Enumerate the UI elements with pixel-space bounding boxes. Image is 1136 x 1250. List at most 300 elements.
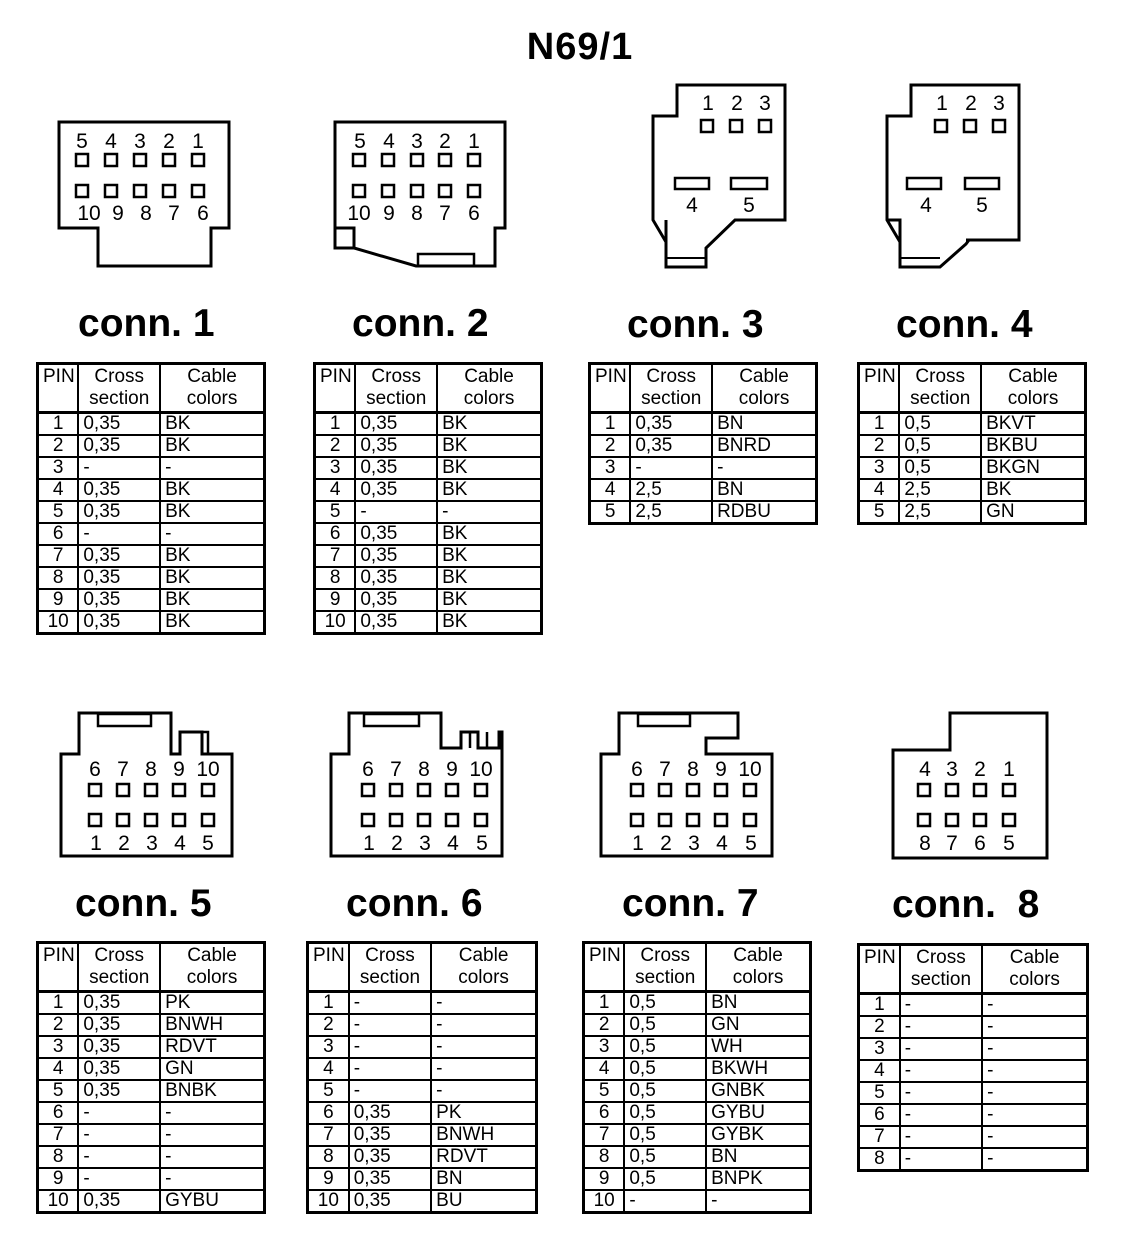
pin-cell: 5 xyxy=(590,501,631,524)
cross-section-cell: - xyxy=(78,457,160,479)
svg-text:10: 10 xyxy=(196,758,220,781)
svg-text:1: 1 xyxy=(1003,758,1015,781)
cable-color-cell: - xyxy=(982,1126,1087,1148)
svg-text:4: 4 xyxy=(919,758,931,781)
cable-color-cell: - xyxy=(982,1038,1087,1060)
table-row xyxy=(859,1082,1088,1104)
table-header-row xyxy=(308,943,537,992)
cable-color-cell: BKWH xyxy=(706,1058,810,1080)
svg-text:9: 9 xyxy=(112,202,124,225)
col-header-cross-section: Cross section xyxy=(899,364,981,413)
conn6-label: conn. 6 xyxy=(346,882,483,925)
table-row xyxy=(590,501,817,524)
cable-color-cell: PK xyxy=(160,992,264,1015)
cross-section-cell: - xyxy=(78,1102,160,1124)
pin-cell: 4 xyxy=(38,479,79,501)
cable-color-cell: BK xyxy=(437,611,541,634)
svg-text:6: 6 xyxy=(362,758,374,781)
cable-color-cell: GYBU xyxy=(706,1102,810,1124)
conn7-pin-holes xyxy=(631,784,756,826)
cross-section-cell: 0,35 xyxy=(78,501,160,523)
svg-text:5: 5 xyxy=(745,832,757,855)
table-row xyxy=(584,1124,811,1146)
pin-cell: 3 xyxy=(584,1036,625,1058)
conn8-pin-labels-top xyxy=(919,758,1015,781)
cross-section-cell: 0,35 xyxy=(355,435,437,457)
table-row xyxy=(38,1102,265,1124)
table-row xyxy=(315,611,542,634)
table-row xyxy=(315,435,542,457)
cable-color-cell: BKVT xyxy=(981,413,1085,436)
svg-text:8: 8 xyxy=(411,202,423,225)
cable-color-cell: - xyxy=(431,1036,536,1058)
svg-text:8: 8 xyxy=(140,202,152,225)
pin-cell: 7 xyxy=(859,1126,900,1148)
svg-text:5: 5 xyxy=(354,130,366,153)
conn4-pin-holes xyxy=(907,120,1005,189)
cross-section-cell: - xyxy=(624,1190,706,1213)
svg-text:4: 4 xyxy=(447,832,459,855)
table-row xyxy=(590,457,817,479)
cable-color-cell: RDBU xyxy=(712,501,816,524)
pin-cell: 5 xyxy=(859,1082,900,1104)
conn6-pin-holes xyxy=(362,784,487,826)
svg-text:5: 5 xyxy=(476,832,488,855)
conn3-housing-drawing xyxy=(650,82,800,272)
col-header-cable-colors: Cable colors xyxy=(706,943,810,992)
conn1-pin-labels-top xyxy=(76,130,204,153)
pin-cell: 3 xyxy=(859,457,900,479)
table-row xyxy=(308,992,537,1015)
cable-color-cell: - xyxy=(982,1060,1087,1082)
pin-cell: 2 xyxy=(590,435,631,457)
svg-text:10: 10 xyxy=(469,758,493,781)
col-header-cable-colors: Cable colors xyxy=(437,364,541,413)
cross-section-cell: 0,35 xyxy=(355,589,437,611)
cable-color-cell: RDVT xyxy=(160,1036,264,1058)
conn8-pin-holes xyxy=(918,784,1015,826)
cross-section-cell: - xyxy=(78,1124,160,1146)
col-header-pin: PIN xyxy=(584,943,625,992)
pin-cell: 3 xyxy=(590,457,631,479)
cross-section-cell: 0,35 xyxy=(78,1036,160,1058)
conn4-power-pin-labels xyxy=(920,194,988,217)
cable-color-cell: - xyxy=(160,1168,264,1190)
svg-text:1: 1 xyxy=(936,92,948,115)
cross-section-cell: 0,35 xyxy=(355,611,437,634)
svg-text:6: 6 xyxy=(89,758,101,781)
cross-section-cell: - xyxy=(900,1038,982,1060)
table-row xyxy=(584,1058,811,1080)
col-header-cross-section: Cross section xyxy=(630,364,712,413)
table-row xyxy=(584,1014,811,1036)
table-row xyxy=(859,479,1086,501)
cross-section-cell: 0,5 xyxy=(624,1124,706,1146)
cable-color-cell: GYBU xyxy=(160,1190,264,1213)
table-row xyxy=(859,413,1086,436)
svg-text:4: 4 xyxy=(716,832,728,855)
pin-cell: 5 xyxy=(859,501,900,524)
svg-text:6: 6 xyxy=(974,832,986,855)
table-row xyxy=(308,1080,537,1102)
table-row xyxy=(38,1124,265,1146)
cable-color-cell: BK xyxy=(437,545,541,567)
cross-section-cell: 0,35 xyxy=(355,567,437,589)
conn3-pin-holes xyxy=(675,120,771,189)
table-row xyxy=(859,1104,1088,1126)
cable-color-cell: BK xyxy=(437,523,541,545)
conn8-pin-table xyxy=(857,943,1089,1172)
svg-text:2: 2 xyxy=(974,758,986,781)
svg-text:7: 7 xyxy=(439,202,451,225)
cross-section-cell: 0,5 xyxy=(624,1080,706,1102)
table-row xyxy=(584,1080,811,1102)
cross-section-cell: 0,5 xyxy=(624,1014,706,1036)
pin-cell: 10 xyxy=(584,1190,625,1213)
cable-color-cell: WH xyxy=(706,1036,810,1058)
cross-section-cell: - xyxy=(900,1016,982,1038)
pin-cell: 2 xyxy=(584,1014,625,1036)
cross-section-cell: 0,35 xyxy=(78,435,160,457)
pin-cell: 3 xyxy=(315,457,356,479)
conn6-pin-labels-top xyxy=(362,758,493,781)
pin-cell: 10 xyxy=(38,611,79,634)
pin-cell: 3 xyxy=(308,1036,349,1058)
cross-section-cell: - xyxy=(900,1126,982,1148)
cross-section-cell: 0,35 xyxy=(349,1102,431,1124)
table-row xyxy=(590,413,817,436)
pin-cell: 6 xyxy=(38,1102,79,1124)
cable-color-cell: - xyxy=(160,1102,264,1124)
table-row xyxy=(315,479,542,501)
cable-color-cell: BK xyxy=(160,589,264,611)
conn5-housing-drawing xyxy=(58,710,240,862)
table-row xyxy=(315,545,542,567)
table-row xyxy=(38,1014,265,1036)
svg-text:3: 3 xyxy=(134,130,146,153)
pin-cell: 1 xyxy=(308,992,349,1015)
pin-cell: 1 xyxy=(315,413,356,436)
conn1-label: conn. 1 xyxy=(78,302,215,345)
cable-color-cell: BK xyxy=(437,589,541,611)
conn3-power-pin-labels xyxy=(686,194,755,217)
conn2-pin-labels-bottom xyxy=(347,202,480,225)
cable-color-cell: BNPK xyxy=(706,1168,810,1190)
pin-cell: 7 xyxy=(38,545,79,567)
cross-section-cell: 0,35 xyxy=(349,1190,431,1213)
cable-color-cell: BNBK xyxy=(160,1080,264,1102)
table-row xyxy=(38,611,265,634)
table-row xyxy=(38,523,265,545)
cross-section-cell: 0,5 xyxy=(899,435,981,457)
cross-section-cell: - xyxy=(78,523,160,545)
conn5-pin-table xyxy=(36,941,266,1214)
pin-cell: 6 xyxy=(315,523,356,545)
cross-section-cell: 0,5 xyxy=(899,413,981,436)
table-row xyxy=(584,1102,811,1124)
pin-cell: 6 xyxy=(38,523,79,545)
conn3-label: conn. 3 xyxy=(627,303,764,346)
table-row xyxy=(584,1146,811,1168)
cable-color-cell: - xyxy=(160,1146,264,1168)
cable-color-cell: BU xyxy=(431,1190,536,1213)
pin-cell: 2 xyxy=(38,1014,79,1036)
svg-text:8: 8 xyxy=(418,758,430,781)
conn4-pin-table xyxy=(857,362,1087,525)
pin-cell: 8 xyxy=(859,1148,900,1171)
table-row xyxy=(859,1126,1088,1148)
cable-color-cell: BK xyxy=(437,479,541,501)
svg-text:7: 7 xyxy=(390,758,402,781)
conn7-pin-labels-top xyxy=(631,758,762,781)
conn5-pin-labels-top xyxy=(89,758,220,781)
svg-text:1: 1 xyxy=(702,92,714,115)
pin-cell: 4 xyxy=(590,479,631,501)
conn2-pin-table xyxy=(313,362,543,635)
table-row xyxy=(315,501,542,523)
cable-color-cell: BK xyxy=(160,479,264,501)
cross-section-cell: - xyxy=(349,1014,431,1036)
col-header-pin: PIN xyxy=(315,364,356,413)
table-row xyxy=(315,413,542,436)
table-row xyxy=(315,523,542,545)
table-row xyxy=(308,1190,537,1213)
pin-cell: 2 xyxy=(308,1014,349,1036)
pin-cell: 8 xyxy=(38,1146,79,1168)
cross-section-cell: 2,5 xyxy=(899,501,981,524)
svg-text:4: 4 xyxy=(686,194,698,217)
pin-cell: 1 xyxy=(590,413,631,436)
cable-color-cell: BNWH xyxy=(160,1014,264,1036)
col-header-cross-section: Cross section xyxy=(624,943,706,992)
svg-text:1: 1 xyxy=(90,832,102,855)
svg-text:6: 6 xyxy=(468,202,480,225)
cable-color-cell: BK xyxy=(160,413,264,436)
cross-section-cell: 2,5 xyxy=(630,479,712,501)
pin-cell: 9 xyxy=(315,589,356,611)
cross-section-cell: 0,35 xyxy=(78,611,160,634)
table-row xyxy=(38,589,265,611)
pin-cell: 7 xyxy=(308,1124,349,1146)
svg-text:9: 9 xyxy=(446,758,458,781)
cable-color-cell: - xyxy=(160,1124,264,1146)
table-row xyxy=(315,567,542,589)
conn5-pin-labels-bottom xyxy=(90,832,214,855)
table-row xyxy=(859,994,1088,1017)
conn6-pin-labels-bottom xyxy=(363,832,488,855)
conn6-housing-drawing xyxy=(328,710,510,862)
cross-section-cell: - xyxy=(900,1060,982,1082)
cross-section-cell: 0,35 xyxy=(78,589,160,611)
table-header-row xyxy=(38,364,265,413)
pin-cell: 4 xyxy=(859,1060,900,1082)
pin-cell: 9 xyxy=(38,589,79,611)
conn7-label: conn. 7 xyxy=(622,882,759,925)
cable-color-cell: BKBU xyxy=(981,435,1085,457)
cable-color-cell: BNRD xyxy=(712,435,816,457)
cross-section-cell: 0,35 xyxy=(78,479,160,501)
svg-text:10: 10 xyxy=(347,202,371,225)
cable-color-cell: GN xyxy=(981,501,1085,524)
svg-text:10: 10 xyxy=(738,758,762,781)
svg-text:8: 8 xyxy=(145,758,157,781)
table-row xyxy=(38,1080,265,1102)
cable-color-cell: BK xyxy=(437,413,541,436)
col-header-pin: PIN xyxy=(308,943,349,992)
cross-section-cell: 0,35 xyxy=(78,1058,160,1080)
pin-cell: 5 xyxy=(308,1080,349,1102)
table-row xyxy=(859,1060,1088,1082)
cable-color-cell: GN xyxy=(706,1014,810,1036)
cross-section-cell: 0,5 xyxy=(624,1102,706,1124)
cross-section-cell: - xyxy=(900,1082,982,1104)
svg-text:3: 3 xyxy=(146,832,158,855)
col-header-pin: PIN xyxy=(38,943,79,992)
cross-section-cell: 0,35 xyxy=(78,1014,160,1036)
cross-section-cell: 0,35 xyxy=(78,567,160,589)
pin-cell: 3 xyxy=(859,1038,900,1060)
cross-section-cell: - xyxy=(78,1168,160,1190)
table-row xyxy=(308,1124,537,1146)
cross-section-cell: 0,35 xyxy=(355,545,437,567)
conn8-pin-labels-bottom xyxy=(919,832,1015,855)
svg-text:9: 9 xyxy=(715,758,727,781)
pin-cell: 5 xyxy=(315,501,356,523)
pin-cell: 1 xyxy=(38,413,79,436)
cross-section-cell: 0,35 xyxy=(355,479,437,501)
svg-text:1: 1 xyxy=(468,130,480,153)
cross-section-cell: 2,5 xyxy=(630,501,712,524)
col-header-cable-colors: Cable colors xyxy=(431,943,536,992)
conn7-pin-labels-bottom xyxy=(632,832,757,855)
svg-text:7: 7 xyxy=(946,832,958,855)
table-row xyxy=(308,1058,537,1080)
cross-section-cell: 0,5 xyxy=(624,992,706,1015)
cable-color-cell: GN xyxy=(160,1058,264,1080)
cable-color-cell: - xyxy=(160,457,264,479)
cable-color-cell: - xyxy=(982,1082,1087,1104)
svg-text:5: 5 xyxy=(76,130,88,153)
table-header-row xyxy=(590,364,817,413)
svg-text:4: 4 xyxy=(105,130,117,153)
cable-color-cell: BN xyxy=(712,479,816,501)
pin-cell: 4 xyxy=(859,479,900,501)
table-row xyxy=(38,1190,265,1213)
conn6-pin-table xyxy=(306,941,538,1214)
conn4-housing-drawing xyxy=(884,82,1034,272)
svg-text:5: 5 xyxy=(202,832,214,855)
pin-cell: 5 xyxy=(38,1080,79,1102)
pin-cell: 8 xyxy=(38,567,79,589)
pin-cell: 1 xyxy=(859,413,900,436)
table-row xyxy=(859,1148,1088,1171)
svg-text:3: 3 xyxy=(411,130,423,153)
cable-color-cell: BK xyxy=(160,611,264,634)
col-header-cross-section: Cross section xyxy=(349,943,431,992)
svg-text:3: 3 xyxy=(419,832,431,855)
cross-section-cell: 0,35 xyxy=(349,1168,431,1190)
cable-color-cell: - xyxy=(431,992,536,1015)
cable-color-cell: BN xyxy=(706,1146,810,1168)
cable-color-cell: BK xyxy=(437,457,541,479)
col-header-cross-section: Cross section xyxy=(78,364,160,413)
cable-color-cell: GNBK xyxy=(706,1080,810,1102)
conn2-label: conn. 2 xyxy=(352,302,489,345)
svg-text:3: 3 xyxy=(759,92,771,115)
cable-color-cell: - xyxy=(437,501,541,523)
cross-section-cell: - xyxy=(78,1146,160,1168)
cable-color-cell: BKGN xyxy=(981,457,1085,479)
table-header-row xyxy=(38,943,265,992)
table-row xyxy=(308,1102,537,1124)
conn2-pin-labels-top xyxy=(354,130,480,153)
pin-cell: 1 xyxy=(859,994,900,1017)
pin-cell: 2 xyxy=(859,435,900,457)
col-header-pin: PIN xyxy=(590,364,631,413)
table-row xyxy=(38,501,265,523)
pin-cell: 4 xyxy=(38,1058,79,1080)
conn7-pin-table xyxy=(582,941,812,1214)
table-header-row xyxy=(859,945,1088,994)
cable-color-cell: BNWH xyxy=(431,1124,536,1146)
cable-color-cell: BK xyxy=(160,435,264,457)
cross-section-cell: 0,35 xyxy=(78,1190,160,1213)
table-row xyxy=(584,1036,811,1058)
table-row xyxy=(859,457,1086,479)
table-row xyxy=(584,992,811,1015)
table-row xyxy=(584,1190,811,1213)
pin-cell: 8 xyxy=(315,567,356,589)
cable-color-cell: BN xyxy=(712,413,816,436)
pin-cell: 9 xyxy=(584,1168,625,1190)
pin-cell: 7 xyxy=(38,1124,79,1146)
table-row xyxy=(315,589,542,611)
pin-cell: 4 xyxy=(315,479,356,501)
table-row xyxy=(38,992,265,1015)
svg-text:7: 7 xyxy=(117,758,129,781)
conn1-housing-drawing xyxy=(56,118,236,273)
svg-text:9: 9 xyxy=(383,202,395,225)
svg-text:4: 4 xyxy=(920,194,932,217)
cable-color-cell: BK xyxy=(160,567,264,589)
cross-section-cell: 0,5 xyxy=(624,1036,706,1058)
pin-cell: 8 xyxy=(308,1146,349,1168)
conn2-housing-drawing xyxy=(332,118,512,273)
svg-text:7: 7 xyxy=(659,758,671,781)
svg-text:7: 7 xyxy=(168,202,180,225)
table-row xyxy=(38,1058,265,1080)
table-row xyxy=(308,1168,537,1190)
svg-text:4: 4 xyxy=(383,130,395,153)
cable-color-cell: BK xyxy=(437,567,541,589)
page-title: N69/1 xyxy=(526,26,634,68)
table-row xyxy=(859,501,1086,524)
cross-section-cell: 0,35 xyxy=(78,413,160,436)
cross-section-cell: - xyxy=(349,1036,431,1058)
svg-text:2: 2 xyxy=(439,130,451,153)
pin-cell: 3 xyxy=(38,1036,79,1058)
cable-color-cell: BK xyxy=(981,479,1085,501)
pin-cell: 2 xyxy=(38,435,79,457)
svg-text:2: 2 xyxy=(118,832,130,855)
cable-color-cell: RDVT xyxy=(431,1146,536,1168)
pin-cell: 6 xyxy=(859,1104,900,1126)
svg-text:2: 2 xyxy=(965,92,977,115)
cross-section-cell: 0,5 xyxy=(899,457,981,479)
pin-cell: 8 xyxy=(584,1146,625,1168)
pin-cell: 1 xyxy=(584,992,625,1015)
conn3-pin-table xyxy=(588,362,818,525)
